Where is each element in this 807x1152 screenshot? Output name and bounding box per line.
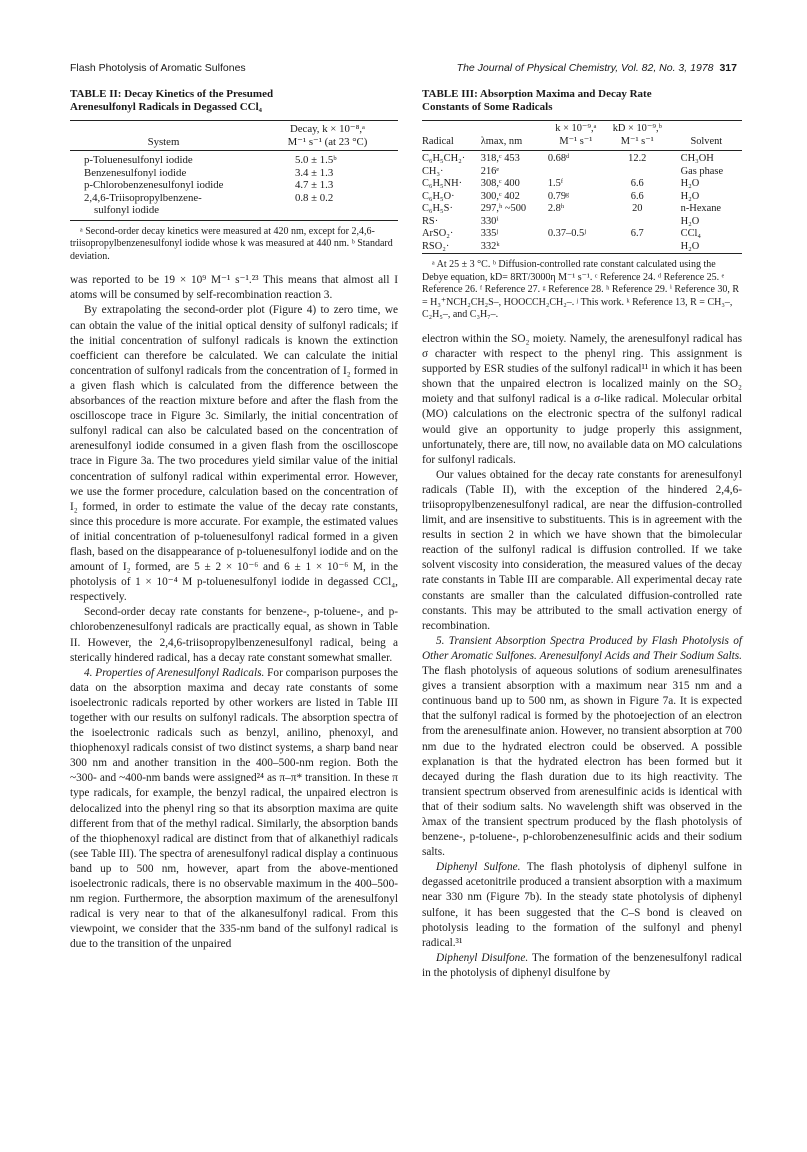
paragraph-text: The flash photolysis of diphenyl sulfone in degassed acetonitrile produced a transient absorption with a maximum near 330 nm (Figure 7b). In the steady state photolysis of diphenyl sulfone, it has been suggested that the C–S bond is cleaved on photolysis leading to the formation of the sulfonyl and phenyl radical.³¹ <box>422 861 742 949</box>
table3-kd-cell: 12.2 <box>628 153 647 164</box>
paragraph: Our values obtained for the decay rate constants for arenesulfonyl radicals (Table II), with the exception of the hindered 2,4,6-triisopropylbenzenesulfonyl radical, are near the diffusion-controlled limit, and are insensitive to substituents. This is in agreement with the results in section 2 in which we have shown that the bimolecular reaction of the sulfonyl radical is diffusion controlled. If we take solvent viscosity into consideration, the measured values of the decay rate constants in Table III are comparable. All experimental decay rate constants are smaller than the calculated diffusion-controlled rate constants. This may be attributed to the small activation energy of recombination. <box>422 468 742 632</box>
table3 <box>422 120 742 254</box>
table3-kd-cell: 6.6 <box>630 190 644 202</box>
paragraph: was reported to be 19 × 10⁹ M⁻¹ s⁻¹.²³ This means that almost all I atoms will be consumed by self-recombination reaction 3. <box>70 274 398 302</box>
table2-system: p-Chlorobenzenesulfonyl iodide <box>84 179 224 191</box>
section-heading: Diphenyl Sulfone. <box>436 861 521 874</box>
table3-lambda-cell: 318,ᶜ 453 <box>480 153 520 164</box>
table2-value: 5.0 ± 1.5ᵇ <box>294 154 337 166</box>
table3-caption-line1: TABLE III: Absorption Maxima and Decay Rate <box>422 88 652 100</box>
table2-caption-line2: Arenesulfonyl Radicals in Degassed CCl₄ <box>70 101 262 113</box>
table3-kd-cell: 6.7 <box>630 228 644 239</box>
table2-caption <box>70 88 398 114</box>
table3-solvent-cell: H₂O <box>680 215 700 227</box>
table2 <box>70 120 398 221</box>
table3-solvent-cell: n-Hexane <box>680 203 722 214</box>
table2-caption-line1: TABLE II: Decay Kinetics of the Presumed <box>70 88 274 100</box>
journal-name: The Journal of Physical Chemistry, Vol. 82, No. 3, 1978 <box>456 62 714 74</box>
table3-radical-cell: C₆H₅S· <box>422 203 453 214</box>
table3-solvent-cell: Gas phase <box>680 165 724 177</box>
table3-kd-cell: 6.6 <box>630 178 644 189</box>
table3-radical-header: Radical <box>422 135 454 147</box>
table2-value: 3.4 ± 1.3 <box>294 166 334 179</box>
table3-radical-cell: ArSO₂· <box>422 228 454 239</box>
table2-col1-header: System <box>147 135 180 148</box>
left-column <box>70 88 398 953</box>
section-heading: 5. Transient Absorption Spectra Produced by Flash Photolysis of Other Aromatic Sulfones. Arenesulfonyl Acids and Their Sodium Salts. <box>422 634 742 662</box>
table3-k-header-line2: M⁻¹ s⁻¹ <box>559 135 593 147</box>
table3-solvent-cell: H₂O <box>680 178 700 189</box>
table-row <box>422 151 742 166</box>
paragraph-text: For comparison purposes the data on the absorption maxima and decay rate constants of some isoelectronic radicals reported by other workers are listed in Table III together with our results on sulfonyl radicals. The absorption spectra of the isoelectronic radicals such as benzyl, anilino, phenoxyl, and thiophenoxyl radicals consist of two distinct systems, a sharp band near 300 nm and another transition in the 400–500-nm region. Both the ~300- and ~400-nm bands were assigned²⁴ as π–π* transition. In these π type radicals, for example, the benzyl radical, the unpaired electron is delocalized into the phenyl ring so that its absorption maxima are quite different from that of the methyl radical. Similarly, the absorption bands of the thiophenoxyl radical are distinct from that of alkanethiyl radicals (see Table III). The spectra of arenesulfonyl radical display a continuous band up to 500 nm, however, apart from the above-mentioned isoelectronic radicals, there is no observable maximum in the 400–500-nm region. Furthermore, the absorption maximum of the arenesulfonyl radical is very near to that of the alkanesulfonyl radical. From this viewpoint, we consider that the 335-nm band of the sulfonyl radical is due to the transition of the unpaired <box>70 666 398 951</box>
table3-lambda-header: λmax, nm <box>480 135 523 147</box>
table3-lambda-cell: 300,ᶜ 402 <box>480 190 520 202</box>
table3-radical-cell: C₆H₅CH₂· <box>422 153 466 164</box>
table3-kd-cell <box>604 216 671 229</box>
table3-k-cell: 2.8ʰ <box>547 203 565 214</box>
table3-radical-cell: CH₃· <box>422 165 444 177</box>
paragraph: Second-order decay rate constants for benzene-, p-toluene-, and p-chlorobenzenesulfonyl radicals are practically equal, as shown in Table II. However, the 2,4,6-triisopropylbenzenesulfonyl radical, being a sterically hindered radical, has a decay rate constant somewhat smaller. <box>70 606 398 664</box>
paragraph-text: The formation of the benzenesulfonyl radical in the photolysis of diphenyl disulfone by <box>422 951 742 979</box>
table3-lambda-cell: 330ⁱ <box>480 215 499 227</box>
page-header <box>70 62 737 78</box>
table3-caption-line2: Constants of Some Radicals <box>422 101 553 113</box>
table3-kd-cell <box>604 241 671 254</box>
paragraph <box>422 860 742 951</box>
table3-k-cell: 0.79ᵍ <box>547 190 570 202</box>
paragraph <box>422 634 742 860</box>
table3-solvent-cell: CCl₄ <box>680 228 702 239</box>
table2-footnote: ᵃ Second-order decay kinetics were measured at 420 nm, except for 2,4,6-triisopropylbenzenesulfonyl iodide whose k was measured at 440 nm. ᵇ Standard deviation. <box>70 225 393 262</box>
table2-col2-header-line1: Decay, k × 10⁻⁸,ᵃ <box>289 123 366 135</box>
table2-col2-header-line2: M⁻¹ s⁻¹ (at 23 °C) <box>287 135 368 148</box>
table2-system: sulfonyl iodide <box>94 204 160 216</box>
table3-kd-cell: 20 <box>632 203 643 214</box>
table3-radical-cell: RS· <box>422 215 439 227</box>
paragraph: By extrapolating the second-order plot (Figure 4) to zero time, we can obtain the value of the initial optical density of sulfonyl radicals; if the initial concentration of sulfonyl radicals is known the extinction coefficient can therefore be calculated. We can calculate the initial concentration of sulfonyl radicals from the concentration of I₂ formed in a given flash which is calculated from the difference between the absorbances of the reaction mixture before and after the flash from the oscilloscope trace in Figure 3c. Similarly, the initial concentration of sulfonyl radical can also be calculated based on the concentration of arenesulfonyl iodide consumed in a given flash from the oscilloscope trace in Figure 3a. The two procedures yield similar value of the initial concentration of sulfonyl radical within experimental error. However, we use the former procedure, calculation based on the concentration of I₂ formed, in order to estimate the value of the decay rate constants, since this procedure is more accurate. For example, the estimated values of initial concentration of p-toluenesulfonyl radical formed in a given flash, based on the disappearance of p-toluenesulfonyl iodide and on the amount of I₂ formed, are 5 ± 2 × 10⁻⁶ and 6 ± 1 × 10⁻⁶ M, in the photolysis of 1 × 10⁻⁴ M p-toluenesulfonyl iodide in degassed CCl₄, respectively. <box>70 304 398 604</box>
table3-radical-cell: C₆H₅O· <box>422 190 455 202</box>
table2-value: 0.8 ± 0.2 <box>294 191 334 204</box>
table-row <box>422 191 742 204</box>
table2-value: 4.7 ± 1.3 <box>294 179 334 191</box>
table-row <box>422 178 742 191</box>
table-row <box>70 151 398 167</box>
table-row <box>70 192 398 205</box>
table-row <box>70 179 398 192</box>
table2-system: Benzenesulfonyl iodide <box>84 166 187 179</box>
table-row <box>422 241 742 254</box>
table-row <box>422 216 742 229</box>
table3-lambda-cell: 216ᵉ <box>480 165 500 177</box>
table3-kd-cell <box>604 166 671 179</box>
table3-radical-cell: C₆H₅NH· <box>422 178 463 189</box>
right-column <box>422 88 742 981</box>
table-row <box>70 167 398 180</box>
table2-system: p-Toluenesulfonyl iodide <box>84 154 193 166</box>
table3-solvent-cell: H₂O <box>680 240 700 252</box>
table-row <box>422 166 742 179</box>
paragraph: electron within the SO₂ moiety. Namely, the arenesulfonyl radical has σ character with respect to the phenyl ring. This assignment is supported by ESR studies of the sulfonyl radical¹¹ in which it has been shown that the unpaired electron is localized mainly on the SO₂ moiety and that sulfonyl radical is a σ-like radical. Molecular orbital (MO) calculations on the electronic spectra of the sulfonyl radical would give an opportunity to judge properly this assignment, unfortunately, there are, till now, no available data on MO calculations for sulfonyl radicals. <box>422 332 742 466</box>
paragraph <box>70 666 398 953</box>
table3-k-header-line1: k × 10⁻⁹,ᵃ <box>555 123 597 134</box>
paragraph <box>422 951 742 981</box>
table3-solvent-cell: H₂O <box>680 190 700 202</box>
table3-k-cell <box>548 166 604 179</box>
table3-kd-header-line2: M⁻¹ s⁻¹ <box>620 135 654 147</box>
table3-lambda-cell: 297,ʰ ~500 <box>480 203 527 214</box>
table2-system: 2,4,6-Triisopropylbenzene- <box>84 191 202 204</box>
section-heading: Diphenyl Disulfone. <box>436 951 529 964</box>
table3-k-cell: 0.37–0.5ʲ <box>547 228 586 239</box>
table3-caption <box>422 88 742 114</box>
table3-k-cell <box>548 216 604 229</box>
table3-body <box>422 151 742 254</box>
running-title: Flash Photolysis of Aromatic Sulfones <box>70 62 246 74</box>
journal-citation <box>457 62 737 74</box>
table3-k-cell: 0.68ᵈ <box>547 153 570 164</box>
table-row <box>422 203 742 216</box>
table3-lambda-cell: 308,ᶜ 400 <box>480 178 520 189</box>
section-heading: 4. Properties of Arenesulfonyl Radicals. <box>84 666 265 679</box>
table3-lambda-cell: 332ᵏ <box>480 240 500 252</box>
table3-k-cell <box>548 241 604 254</box>
table3-radical-cell: RSO₂· <box>422 240 450 252</box>
table-row <box>422 228 742 241</box>
table3-solvent-cell: CH₃OH <box>680 153 714 164</box>
table3-kd-header-line1: kD × 10⁻⁹,ᵇ <box>612 123 662 134</box>
table3-footnote: ᵃ At 25 ± 3 °C. ᵇ Diffusion-controlled rate constant calculated using the Debye equation, kD= 8RT/3000η M⁻¹ s⁻¹. ᶜ Reference 24. ᵈ Reference 25. ᵉ Reference 26. ᶠ Reference 27. ᵍ Reference 28. ʰ Reference 29. ⁱ Reference 30, R = H₃⁺NCH₂CH₂S–, HOOCCH₂CH₂–. ʲ This work. ᵏ Reference 13, R = CH₃–, C₂H₅–, and C₃H₇–. <box>422 259 740 321</box>
page-number: 317 <box>719 62 737 74</box>
table3-k-cell: 1.5ᶠ <box>547 178 564 189</box>
paragraph-text: The flash photolysis of aqueous solutions of sodium arenesulfinates gives a transient absorption with a maximum near 315 nm and a continuous band up to 500 nm, as shown in Figure 7a. It is expected that the sulfonyl radical is formed by the photoejection of an electron from the arenesulfinate anion. However, no transient absorption at 700 nm due to the hydrated electron could be observed. A possible explanation is that the hydrated electron has been formed but it decayed during the flash duration due to its high reactivity. The transient spectrum observed from arenesulfinic acids is identical with that of their sodium salts. No wavelength shift was observed in the λmax of the transient spectrum produced by the flash photolysis of benzene-, p-toluene-, p-chlorobenzenesulfinic acids and their sodium salts. <box>422 665 742 859</box>
table-row <box>70 204 398 220</box>
table2-value <box>257 204 398 220</box>
table3-lambda-cell: 335ʲ <box>480 228 498 239</box>
table3-solvent-header: Solvent <box>690 135 723 147</box>
